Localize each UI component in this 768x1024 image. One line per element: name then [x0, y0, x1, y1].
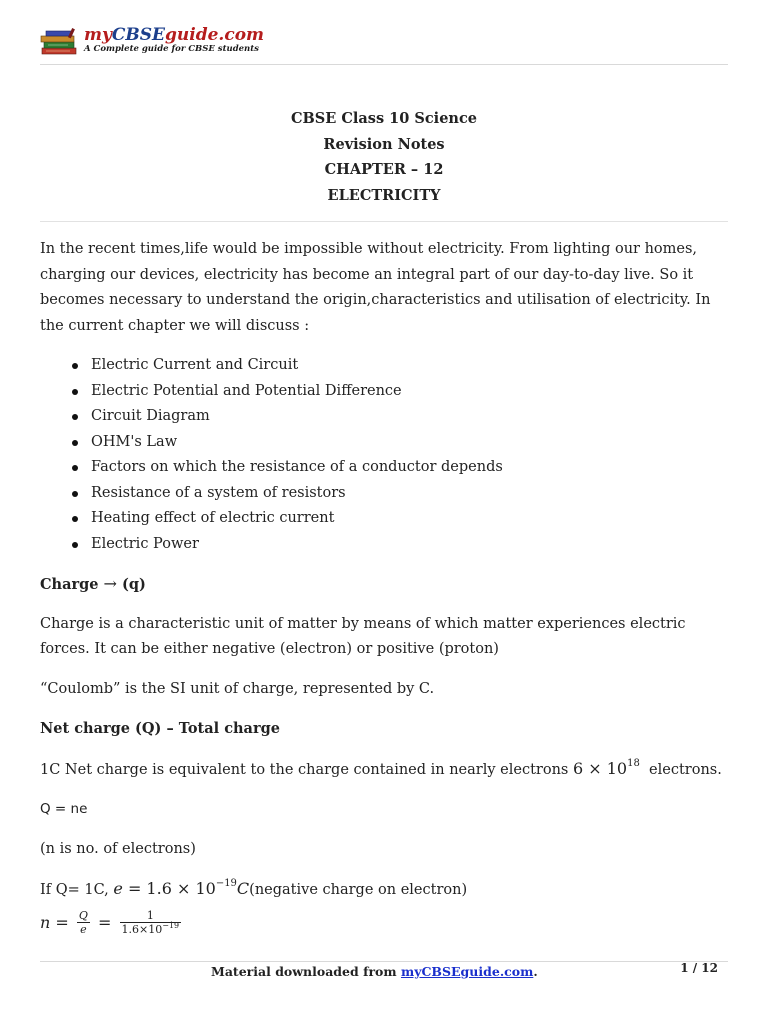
title-topic: ELECTRICITY	[327, 186, 441, 204]
list-item: Circuit Diagram	[40, 404, 728, 430]
formula-q-equals-ne: Q = ne	[40, 801, 88, 817]
intro-paragraph: In the recent times,life would be impossible without electricity. From lighting our homes, charging our devices, electricity has become an integral part of our day-to-day live. So it becomes necessary to understand the origin,characteristics and utilisation of electricity. In the current chapter we will discuss :	[40, 241, 711, 334]
arrow-icon: →	[103, 574, 117, 593]
electron-count-note: (n is no. of electrons)	[40, 840, 196, 857]
title-course: CBSE Class 10 Science	[290, 110, 478, 127]
footer-site-link[interactable]: myCBSEguide.com	[400, 964, 534, 979]
title-chapter: CHAPTER – 12	[324, 161, 444, 178]
list-item: OHM's Law	[40, 430, 728, 456]
page-header	[40, 24, 728, 65]
logo-name: myCBSEguide.com	[84, 25, 265, 45]
fraction-q-over-e: $\frac{Q}{e}$	[78, 909, 88, 936]
list-item: Resistance of a system of resistors	[40, 481, 728, 507]
list-item: Factors on which the resistance of a conductor depends	[40, 455, 728, 481]
site-logo[interactable]	[84, 26, 264, 55]
net-charge-heading: Net charge (Q) – Total charge	[40, 720, 280, 737]
document-body	[40, 237, 728, 936]
topics-list	[40, 353, 728, 557]
list-item: Electric Current and Circuit	[40, 353, 728, 379]
footer-credit: Material downloaded from myCBSEguide.com.	[211, 964, 538, 979]
document-title	[40, 106, 728, 208]
electron-charge-line: If Q= 1C, $e = 1.6 \times 10^{-19}C(negative$ charge on electron)	[40, 878, 468, 898]
page-number: 1 / 12	[680, 961, 718, 975]
coulomb-line: “Coulomb” is the SI unit of charge, represented by C.	[40, 680, 435, 697]
net-charge-line: 1C Net charge is equivalent to the charge contained in nearly electrons $6 \times 10^{18}$ electrons.	[40, 757, 722, 778]
charge-heading: Charge → (q)	[40, 574, 146, 593]
footer-divider	[40, 961, 728, 962]
fraction-one-over-electron-charge: $\frac{1}{1.6\times 10^{-19}}$	[121, 909, 180, 936]
list-item: Electric Potential and Potential Difference	[40, 379, 728, 405]
electron-count-formula: n = $\frac{Q}{e}$ = $\frac{1}{1.6\times 10^{-19}}$	[40, 909, 180, 936]
list-item: Electric Power	[40, 532, 728, 558]
logo-tagline: A Complete guide for CBSE students	[84, 44, 259, 54]
title-divider	[40, 221, 728, 222]
books-logo-icon	[40, 28, 80, 58]
list-item: Heating effect of electric current	[40, 506, 728, 532]
charge-definition: Charge is a characteristic unit of matter by means of which matter experiences electric forces. It can be either negative (electron) or positive (proton)	[40, 615, 686, 657]
title-type: Revision Notes	[323, 135, 445, 153]
